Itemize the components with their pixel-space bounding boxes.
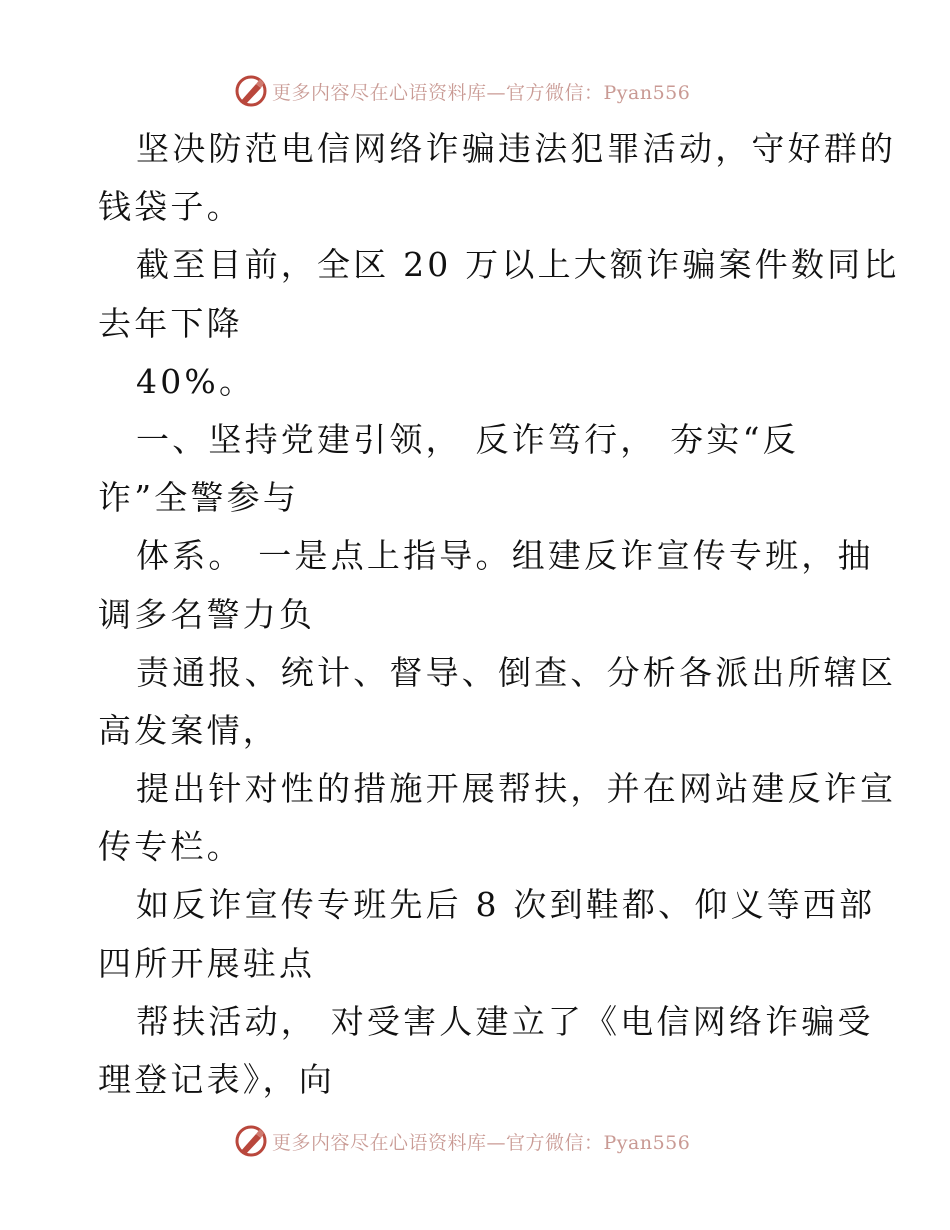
body-line: 钱袋子。 [98,187,243,227]
body-line: 高发案情， [98,710,279,750]
body-line: 调多名警力负 [98,594,316,634]
header-banner-text [272,78,690,105]
footer-banner [0,1122,950,1162]
pen-logo-icon [234,74,268,108]
body-line: 四所开展驻点 [98,943,316,983]
footer-site-text: 更多内容尽在心语资料库— [272,1132,507,1154]
body-line: 截至目前，全区 20 万以上大额诈骗案件数同比 [136,245,900,285]
body-line: 40%。 [136,361,256,401]
footer-wechat-text: 官方微信：Pyan556 [506,1132,691,1154]
body-line: 坚决防范电信网络诈骗违法犯罪活动，守好群的 [136,129,897,168]
body-line: 传专栏。 [98,827,243,867]
body-line: 诈”全警参与 [98,478,300,518]
header-site-text: 更多内容尽在心语资料库— [272,82,507,104]
pen-logo-icon [234,1124,268,1158]
body-line: 责通报、统计、督导、倒查、分析各派出所辖区 [136,652,897,692]
footer-banner-text [272,1128,690,1155]
body-line: 一、坚持党建引领， 反诈笃行， 夯实“反 [136,419,799,459]
header-wechat-text: 官方微信：Pyan556 [506,82,691,104]
body-line: 如反诈宣传专班先后 8 次到鞋都、仰义等西部 [136,885,876,925]
document-body [98,120,900,1109]
body-line: 去年下降 [98,303,243,343]
body-line: 帮扶活动， 对受害人建立了《电信网络诈骗受 [136,1001,874,1041]
body-line: 理登记表》，向 [98,1060,335,1099]
header-banner [0,72,950,112]
body-line: 提出针对性的措施开展帮扶，并在网站建反诈宣 [136,769,897,809]
body-line: 体系。 一是点上指导。组建反诈宣传专班，抽 [136,536,874,576]
